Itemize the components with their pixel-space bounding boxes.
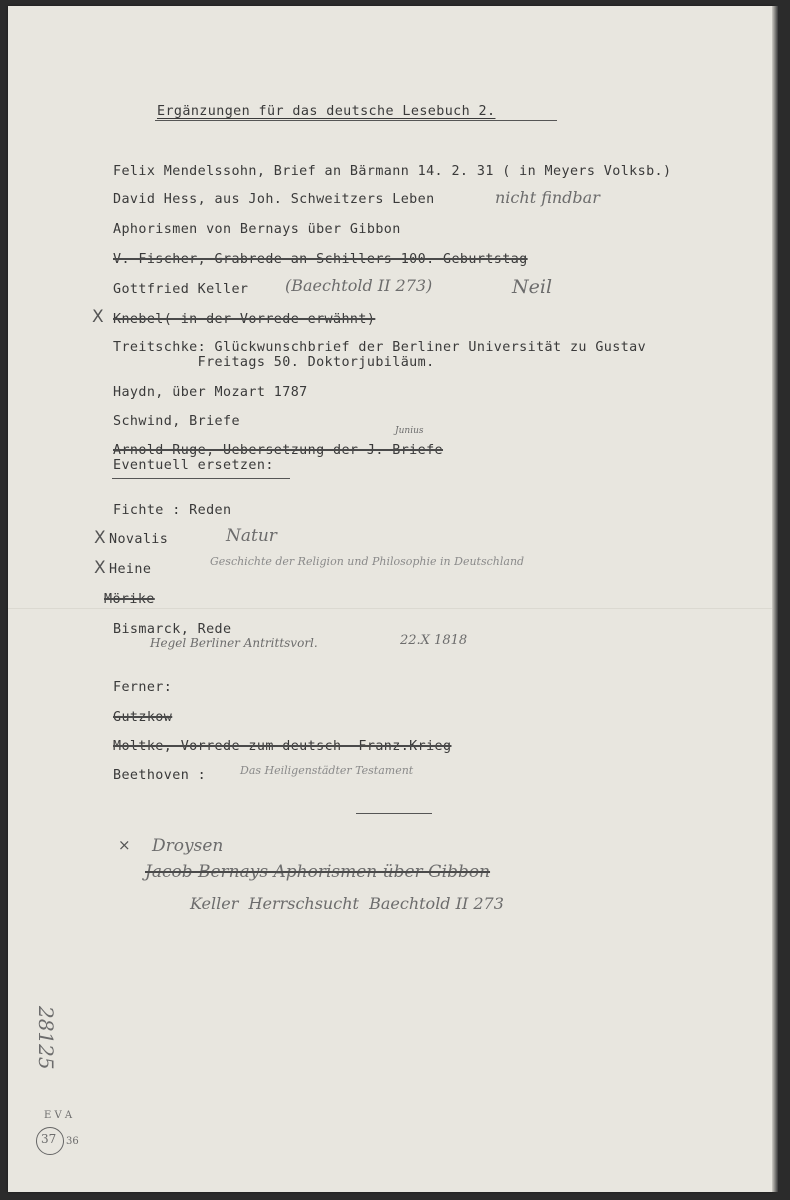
entry-schwind: Schwind, Briefe bbox=[113, 414, 240, 429]
hand-note-hess: nicht findbar bbox=[495, 188, 600, 207]
hand-note-bismarck: Hegel Berliner Antrittsvorl. bbox=[150, 636, 318, 650]
entry-knebel: Knebel( in der Vorrede erwähnt) bbox=[113, 312, 376, 327]
ferner-entry-moltke: Moltke, Vorrede zum deutsch- Franz.Krieg bbox=[113, 739, 452, 754]
archive-mark: E V A bbox=[44, 1110, 73, 1121]
page-number-suffix: 36 bbox=[66, 1136, 79, 1147]
entry-mendelssohn: Felix Mendelssohn, Brief an Bärmann 14. 2. 31 ( in Meyers Volksb.) bbox=[113, 164, 672, 179]
entry-haydn: Haydn, über Mozart 1787 bbox=[113, 385, 308, 400]
page-number: 37 bbox=[41, 1132, 57, 1146]
margin-number: 28125 bbox=[34, 1006, 58, 1070]
separator-line bbox=[356, 813, 432, 814]
alt-entry-novalis: Novalis bbox=[109, 532, 169, 547]
alt-entry-fichte: Fichte : Reden bbox=[113, 503, 232, 518]
entry-hess: David Hess, aus Joh. Schweitzers Leben bbox=[113, 192, 435, 207]
hand-note-droysen: Droysen bbox=[152, 836, 224, 856]
hand-note-keller: (Baechtold II 273) bbox=[285, 276, 433, 295]
alt-entry-moerike: Mörike bbox=[104, 592, 155, 607]
hand-note-keller-right: Neil bbox=[512, 276, 553, 298]
entry-bernays: Aphorismen von Bernays über Gibbon bbox=[113, 222, 401, 237]
ferner-heading: Ferner: bbox=[113, 680, 173, 695]
page-fold bbox=[8, 608, 774, 610]
entry-fischer: V. Fischer, Grabrede an Schillers 100. Geburtstag bbox=[113, 252, 528, 267]
eventuell-underline bbox=[112, 478, 290, 479]
hand-note-novalis: Natur bbox=[226, 526, 277, 546]
hand-note-heine: Geschichte der Religion und Philosophie in Deutschland bbox=[210, 555, 525, 568]
hand-note-bismarck-date: 22.X 1818 bbox=[400, 633, 468, 648]
hand-note-junius: Junius bbox=[395, 426, 424, 436]
hand-note-bernays: Jacob Bernays Aphorismen über Gibbon bbox=[145, 862, 491, 882]
eventuell-heading: Eventuell ersetzen: bbox=[113, 458, 274, 473]
cross-mark-novalis: X bbox=[94, 528, 106, 548]
page-edge bbox=[772, 6, 778, 1192]
ferner-entry-gutzkow: Gutzkow bbox=[113, 710, 173, 725]
hand-note-beethoven: Das Heiligenstädter Testament bbox=[240, 764, 414, 777]
entry-treitschke: Treitschke: Glückwunschbrief der Berliner Universität zu Gustav bbox=[113, 340, 647, 355]
document-title: Ergänzungen für das deutsche Lesebuch 2. bbox=[157, 104, 496, 119]
ferner-entry-beethoven: Beethoven : bbox=[113, 768, 207, 783]
title-underline bbox=[155, 120, 557, 121]
cross-mark-droysen: × bbox=[118, 836, 131, 854]
cross-mark-knebel: X bbox=[92, 307, 104, 327]
hand-note-keller-bottom: Keller Herrschsucht Baechtold II 273 bbox=[190, 894, 504, 913]
alt-entry-heine: Heine bbox=[109, 562, 152, 577]
entry-ruge: Arnold Ruge, Uebersetzung der J. Briefe bbox=[113, 443, 444, 458]
entry-treitschke-cont: Freitags 50. Doktorjubiläum. bbox=[113, 355, 435, 370]
cross-mark-heine: X bbox=[94, 558, 106, 578]
alt-entry-bismarck: Bismarck, Rede bbox=[113, 622, 232, 637]
entry-keller: Gottfried Keller bbox=[113, 282, 249, 297]
